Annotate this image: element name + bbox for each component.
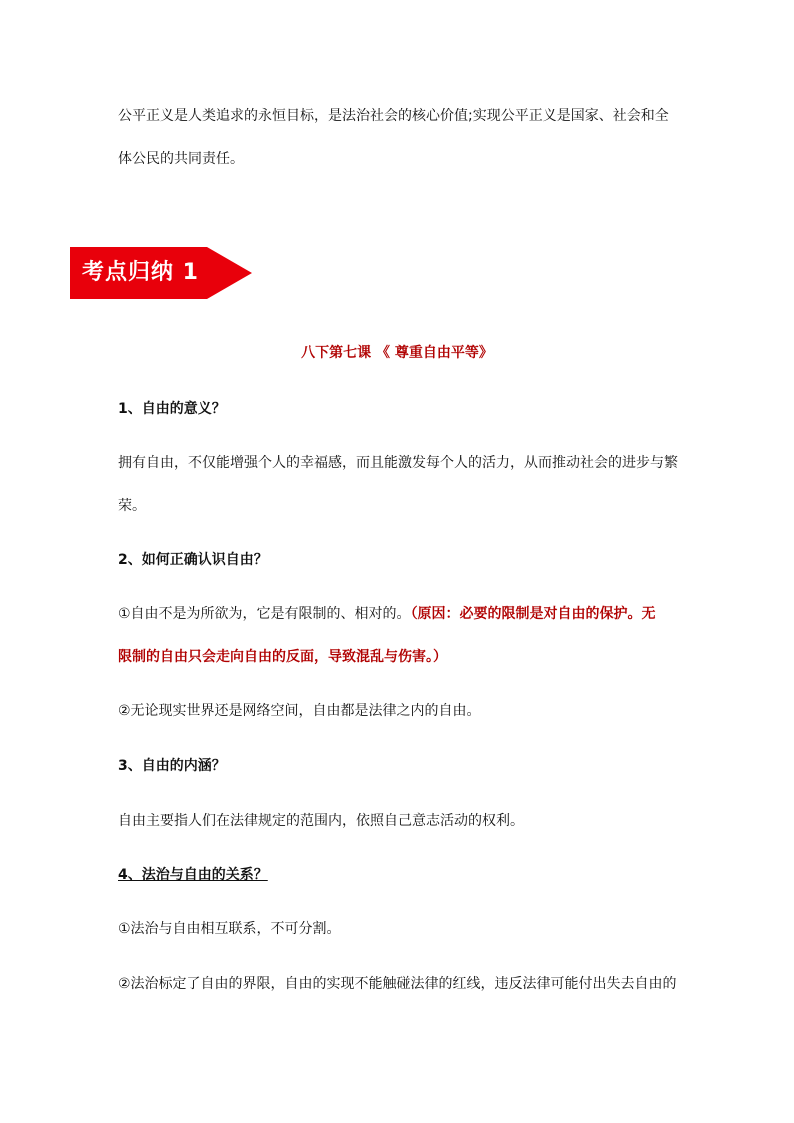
q2-point-1-text: ①自由不是为所欲为，它是有限制的、相对的。 bbox=[118, 606, 411, 622]
q4-heading: 4、法治与自由的关系？ bbox=[118, 867, 268, 883]
q4-point-1: ①法治与自由相互联系，不可分割。 bbox=[118, 921, 341, 937]
q3-heading: 3、自由的内涵？ bbox=[118, 758, 226, 774]
q3-answer: 自由主要指人们在法律规定的范围内，依照自己意志活动的权利。 bbox=[118, 813, 524, 829]
q1-heading: 1、自由的意义？ bbox=[118, 401, 226, 417]
q2-point-2: ②无论现实世界还是网络空间，自由都是法律之内的自由。 bbox=[118, 703, 481, 719]
intro-line-1: 公平正义是人类追求的永恒目标，是法治社会的核心价值;实现公平正义是国家、社会和全 bbox=[118, 108, 669, 124]
q2-point-1-note: （原因：必要的限制是对自由的保护。无 bbox=[410, 606, 656, 622]
banner-label: 考点归纳 1 bbox=[82, 260, 199, 285]
q1-answer-line-1: 拥有自由，不仅能增强个人的幸福感，而且能激发每个人的活力，从而推动社会的进步与繁 bbox=[118, 455, 678, 471]
q4-point-2: ②法治标定了自由的界限，自由的实现不能触碰法律的红线，违反法律可能付出失去自由的 bbox=[118, 976, 677, 992]
q2-point-1-line-1 bbox=[118, 604, 678, 624]
intro-line-2: 体公民的共同责任。 bbox=[118, 151, 244, 167]
q2-point-1-note-line-2: 限制的自由只会走向自由的反面，导致混乱与伤害。） bbox=[118, 649, 447, 665]
lesson-title: 八下第七课 《 尊重自由平等》 bbox=[301, 345, 493, 361]
section-banner bbox=[70, 247, 252, 299]
q1-answer-line-2: 荣。 bbox=[118, 498, 146, 514]
q2-heading: 2、如何正确认识自由？ bbox=[118, 552, 268, 568]
